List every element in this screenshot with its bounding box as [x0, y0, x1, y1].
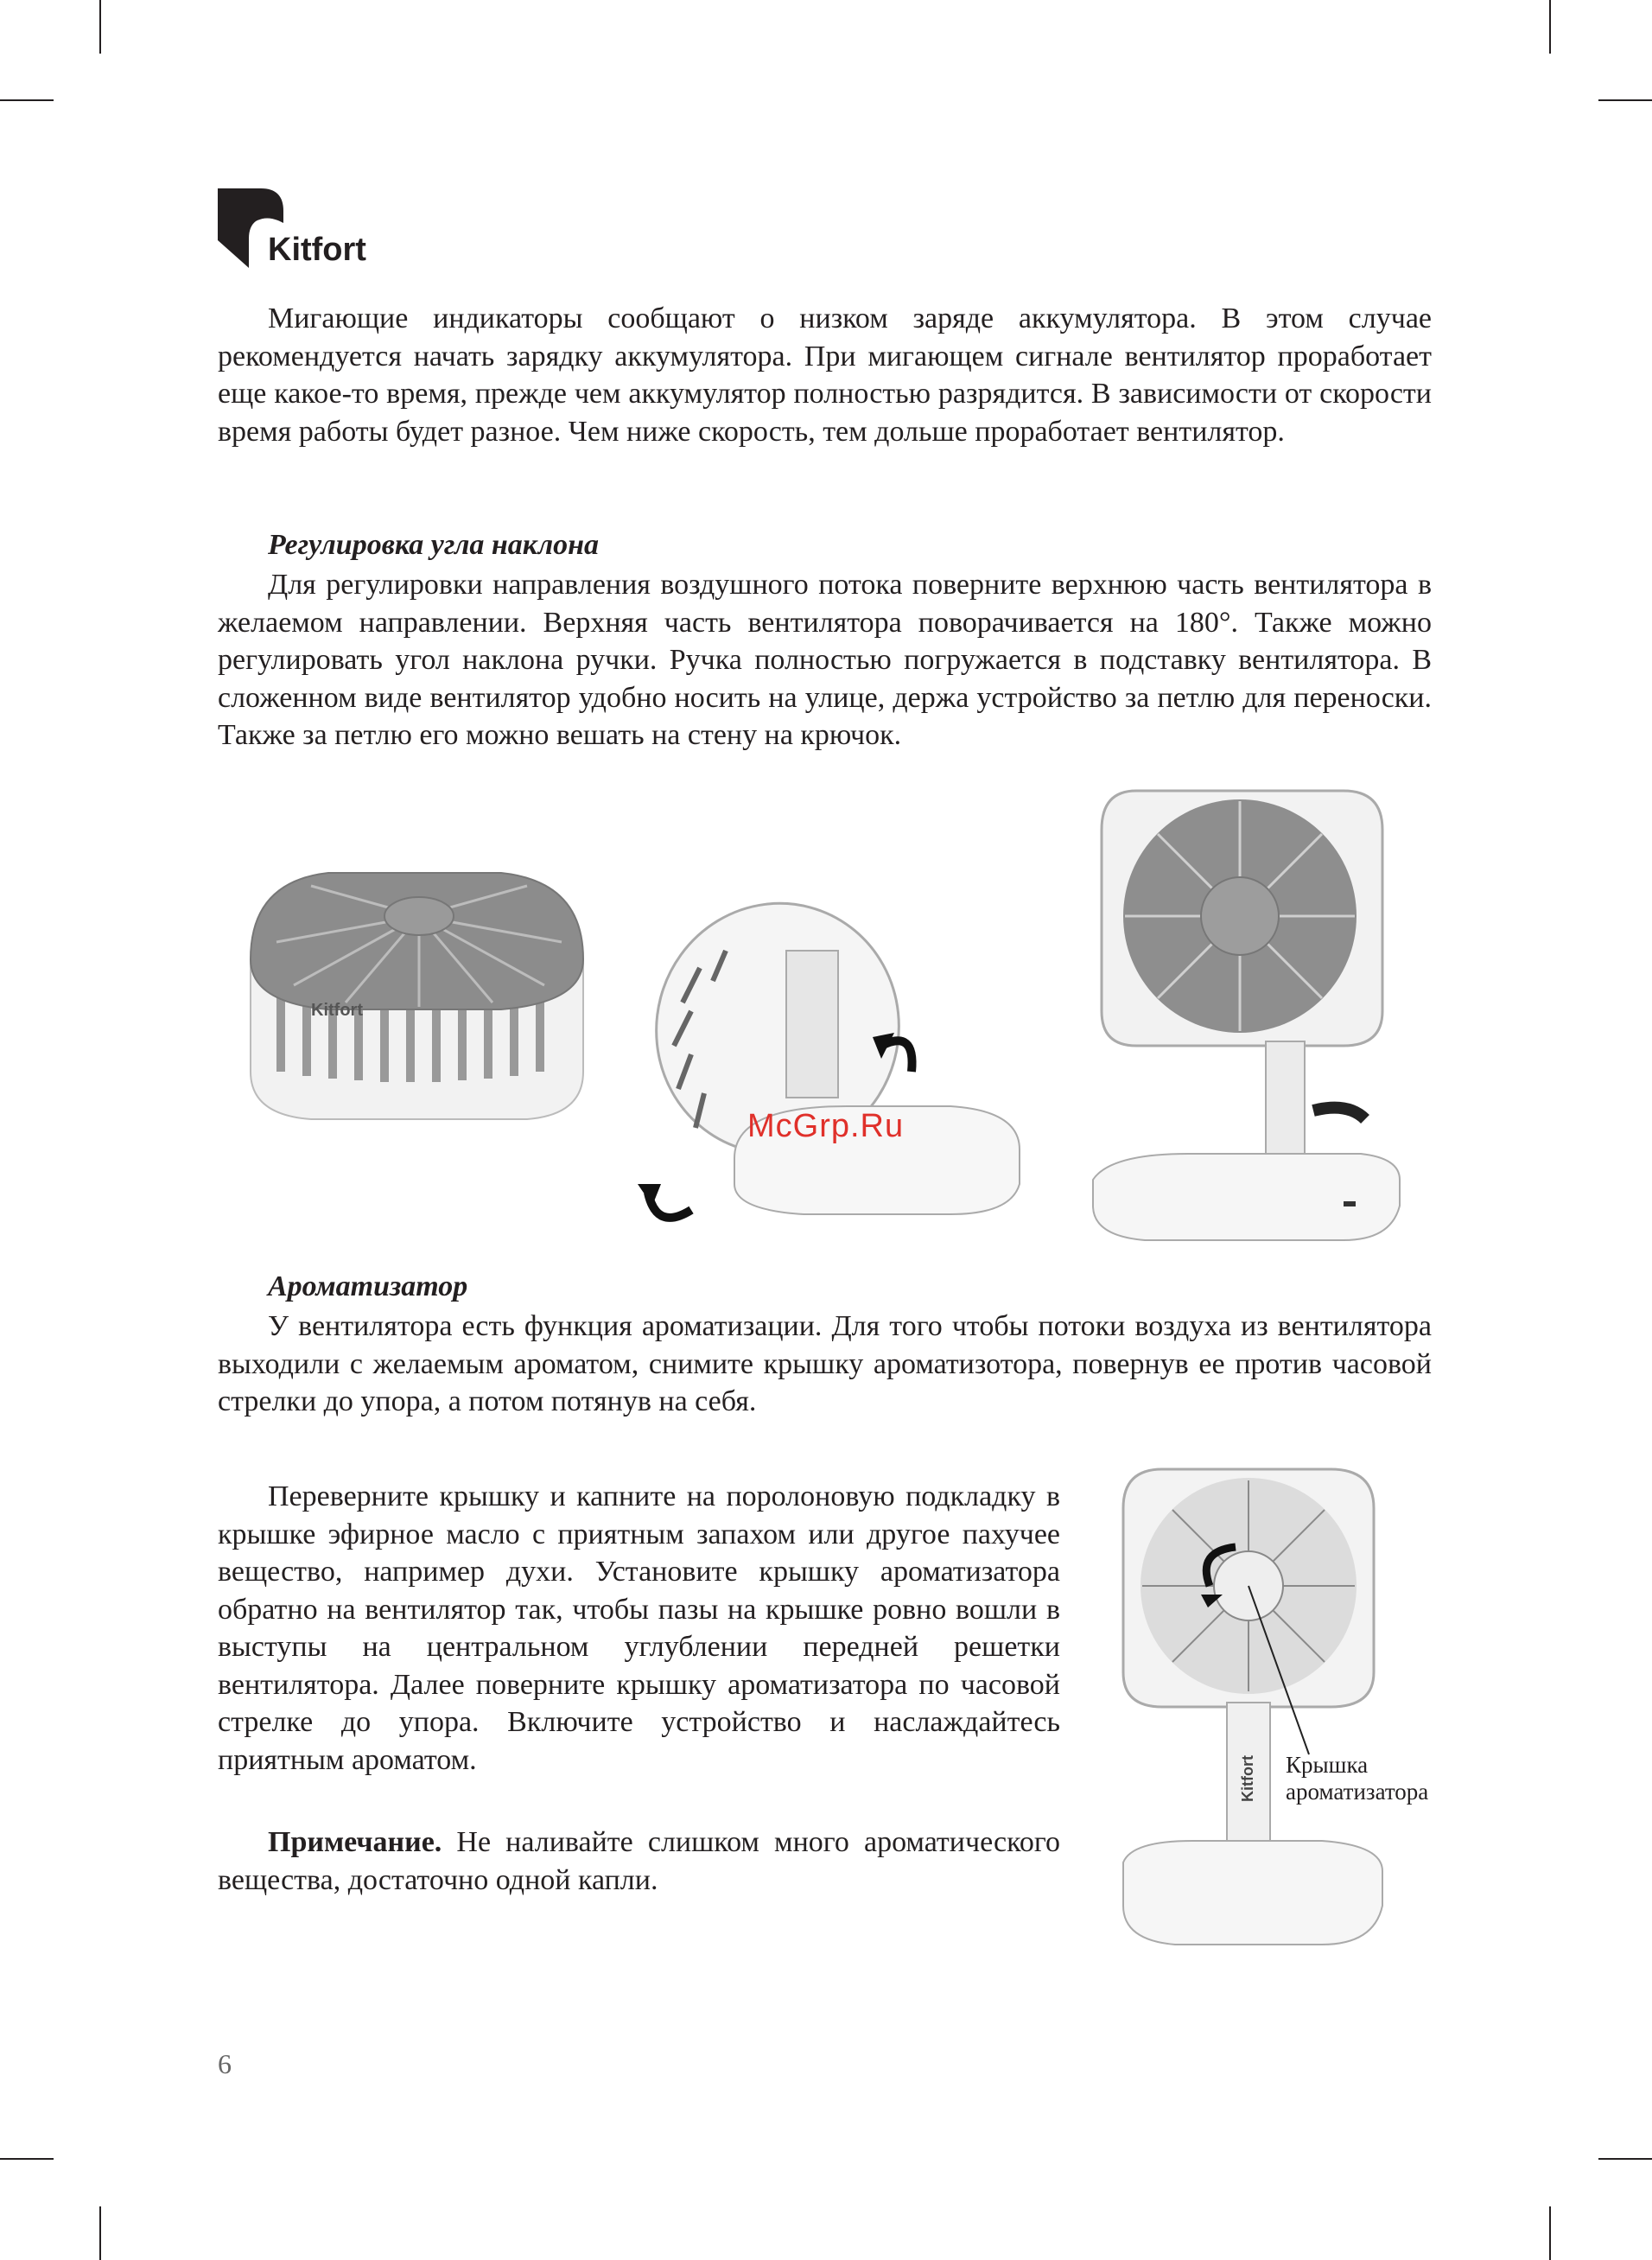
fan-aroma-image	[1115, 1456, 1417, 1958]
fan-standing-image	[1084, 773, 1404, 1249]
fan-folded-image	[242, 856, 596, 1132]
svg-text:Kitfort: Kitfort	[311, 1001, 363, 1020]
aroma-paragraph-2	[218, 1478, 1060, 1779]
note-label: Примечание.	[268, 1826, 442, 1858]
aroma-cap-callout	[1286, 1752, 1428, 1805]
svg-text:Kitfort: Kitfort	[1239, 1755, 1256, 1802]
callout-line-2: ароматизатора	[1286, 1779, 1429, 1805]
fan-unfolding-image	[622, 899, 1028, 1236]
crop-mark	[1549, 2206, 1551, 2260]
crop-mark	[0, 99, 54, 101]
crop-mark	[1598, 2158, 1652, 2160]
page-number: 6	[218, 2048, 232, 2079]
intro-text: Мигающие индикаторы сообщают о низком заряде аккумулятора. В этом случае рекомендуется начать зарядку аккумулятора. При мигающем сигнале вентилятор проработает еще какое-то время, прежде чем аккумулятор полностью разрядится. В зависимости от скорости время работы будет разное. Чем ниже скорость, тем дольше проработает вентилятор.	[218, 302, 1432, 448]
brand-name: Kitfort	[268, 232, 366, 268]
aroma-text-2: Переверните крышку и капните на поролоновую подкладку в крышке эфирное масло с приятным запахом или другое пахучее вещество, например духи. Установите крышку ароматизатора обратно на вентилятор так, чтобы пазы на крышке ровно вошли в выступы на центральном углублении передней решетки вентилятора. Далее поверните крышку ароматизатора по часовой стрелке до упора. Включите устройство и наслаждайтесь приятным ароматом.	[218, 1480, 1060, 1776]
crop-mark	[0, 2158, 54, 2160]
aroma-paragraph	[218, 1308, 1432, 1421]
note-text: Не наливайте слишком много ароматического вещества, достаточно одной капли.	[218, 1826, 1060, 1896]
note-paragraph	[218, 1824, 1060, 1899]
tilt-heading: Регулировка угла наклона	[268, 529, 600, 561]
tilt-text: Для регулировки направления воздушного потока поверните верхнюю часть вентилятора в желаемом направлении. Верхняя часть вентилятора поворачивается на 180°. Также можно регулировать угол наклона ручки. Ручка полностью погружается в подставку вентилятора. В сложенном виде вентилятор удобно носить на улице, держа устройство за петлю для переноски. Также за петлю его можно вешать на стену на крючок.	[218, 569, 1432, 751]
tilt-paragraph	[218, 566, 1432, 754]
aroma-text: У вентилятора есть функция ароматизации. Для того чтобы потоки воздуха из вентилятора выходили с желаемым ароматом, снимите крышку ароматизотора, повернув ее против часовой стрелки до упора, а потом потянув на себя.	[218, 1310, 1432, 1417]
intro-paragraph	[218, 300, 1432, 450]
crop-mark	[1598, 99, 1652, 101]
crop-mark	[1549, 0, 1551, 54]
callout-line-1: Крышка	[1286, 1752, 1369, 1778]
crop-mark	[99, 2206, 101, 2260]
crop-mark	[99, 0, 101, 54]
watermark: McGrp.Ru	[747, 1108, 905, 1144]
aroma-heading: Ароматизатор	[268, 1270, 468, 1302]
